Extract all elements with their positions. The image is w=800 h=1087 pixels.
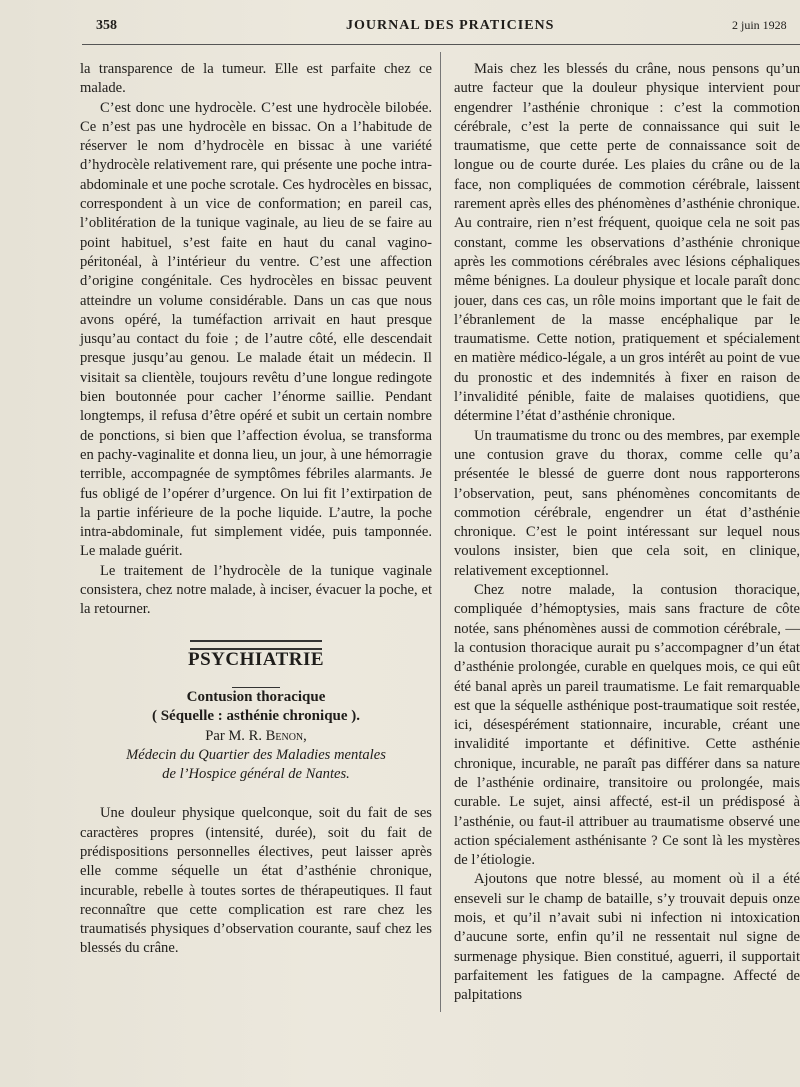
paragraph: Le traitement de l’hydrocèle de la tunique vaginale consistera, chez notre malade, à inciser, évacuer la poche, et la retourner. [80,562,432,618]
page-header [96,18,800,40]
paragraph: Une douleur physique quelconque, soit du fait de ses caractères propres (intensité, durée), soit du fait de prédispositions personnelles électives, peut laisser après elle comme séquelle un état d’asthénie chronique, incurable, rebelle à toutes sortes de thérapeutiques. Il faut reconnaître que cette complication est rare chez les traumatisés physiques d’observation courante, sauf chez les blessés du crâne. [80,805,432,957]
author-affiliation-line2: de l’Hospice général de Nantes. [162,766,350,783]
author-name: Benon, [265,727,307,744]
article-title: Contusion thoracique [186,688,326,705]
right-column [454,60,800,1006]
left-column [80,60,432,959]
issue-date: 2 juin 1928 [732,18,787,32]
page-number: 358 [96,18,117,33]
section-title: PSYCHIATRIE [187,648,325,670]
article-subtitle: ( Séquelle : asthénie chronique ). [151,708,361,725]
journal-title: JOURNAL DES PRATICIENS [346,18,555,33]
paragraph: Un traumatisme du tronc ou des membres, par exemple une contusion grave du thorax, comme celle qu’a présentée le blessé de guerre dont nous rapporterons l’observation, peut, sans phénomènes concomitants de commotion cérébrale, engendrer un état d’asthénie chronique. C’est le point intéressant sur lequel nous voulons insister, bien que cela soit, en clinique, relativement exceptionnel. [454,427,800,579]
paragraph: Mais chez les blessés du crâne, nous pensons qu’un autre facteur que la douleur physique intervient pour engendrer l’asthénie chronique : c’est la commotion cérébrale, c’est la perte de connaissance qui suit le traumatisme, que cette perte de connaissance soit de longue ou de courte durée. Les plaies du crâne ou de la face, non compliquées de commotion cérébrale, laissent rarement après elles des phénomènes d’asthénie chronique. Au contraire, rien n’est fréquent, quoique cela ne soit pas constant, comme les observations d’asthénie chronique après les commotions cérébrales avec lésions céphaliques même bénignes. La douleur physique et locale paraît donc jouer, dans ces cas, un rôle moins important que le fait de l’ébranlement de la masse encéphalique par le traumatisme. Cette notion, pratiquement et spécialement en matière médico-légale, a un gros intérêt au point de vue du pronostic et des indemnités à fixer en raison de l’invalidité pénible, faite de malaises quotidiens, que détermine l’état d’asthénie chronique. [454,61,800,425]
paragraph: C’est donc une hydrocèle. C’est une hydrocèle bilobée. Ce n’est pas une hydrocèle en bissac. On a l’habitude de réserver le nom d’hydrocèle en bissac à une variété d’hydrocèle relativement rare, qui présente une poche intra-abdominale et une poche scrotale. Ces hydrocèles en bissac, correspondent à un vice de conformation; en pareil cas, l’oblitération de la tunique vaginale, au lieu de se faire au point habituel, s’est faite en haut du canal vagino-péritonéal, à l’intérieur du ventre. C’est une affection d’origine congénitale. Ces hydrocèles en bissac peuvent atteindre un volume considérable. Dans un cas que nous avons opéré, la tuméfaction arrivait en haut presque jusqu’au contact du foie ; de l’autre côté, elle descendait presque jusqu’au genou. Le malade était un médecin. Il visitait sa clientèle, toujours revêtu d’une longue redingote bien boutonnée pour cacher l’énorme saillie. Pendant longtemps, il refusa d’être opéré et subit un certain nombre de ponctions, si bien que l’affection évolua, se transforma en pachy-vaginalite et donna lieu, un jour, à une hémorragie terrible, accompagnée de symptômes fébriles alarmants. Je fus obligé de l’opérer d’urgence. On lui fit l’extirpation de la partie inférieure de la poche liquide. L’autre, la poche intra-abdominale, fut simplement vidée, puis tamponnée. Le malade guérit. [80,99,432,560]
paragraph: Ajoutons que notre blessé, au moment où il a été enseveli sur le champ de bataille, s’y trouvait depuis onze mois, et qu’il n’avait subi ni infection ni intoxication d’aucune sorte, enfin qu’il ne ressentait nul signe de surmenage physique. Bien constitué, aguerri, il supportait parfaitement les fatigues de la campagne. Affecté de palpitations [454,871,800,1004]
header-rule [82,44,800,45]
author-affiliation-line1: Médecin du Quartier des Maladies mentales [126,746,386,763]
paragraph: la transparence de la tumeur. Elle est parfaite chez ce malade. [80,61,432,97]
column-divider [440,52,441,1012]
byline-prefix: Par M. R. [205,727,266,744]
byline [80,727,432,746]
paragraph: Chez notre malade, la contusion thoracique, compliquée d’hémoptysies, mais sans fracture de côte notée, sans phénomènes aussi de commotion cérébrale, — la contusion thoracique aurait pu s’accompagner d’un état d’asthénie prolongée, curable en quelques mois, ce qui eût été banal après un pareil traumatisme. Le fait remarquable est que la séquelle asthénique post-traumatique soit restée, ici, désespérément stationnaire, incurable, créant une invalidité importante et définitive. Cette asthénie chronique, incurable, ne paraît pas différer dans sa nature de l’asthénie ordinaire, transitoire ou prolongée, mais curable. Le sujet, ainsi affecté, est-il un prédisposé à l’asthénie, ou faut-il attribuer au traumatisme observé une action spécialement asthénisante ? Ce sont là les mystères de l’étiologie. [454,582,800,869]
